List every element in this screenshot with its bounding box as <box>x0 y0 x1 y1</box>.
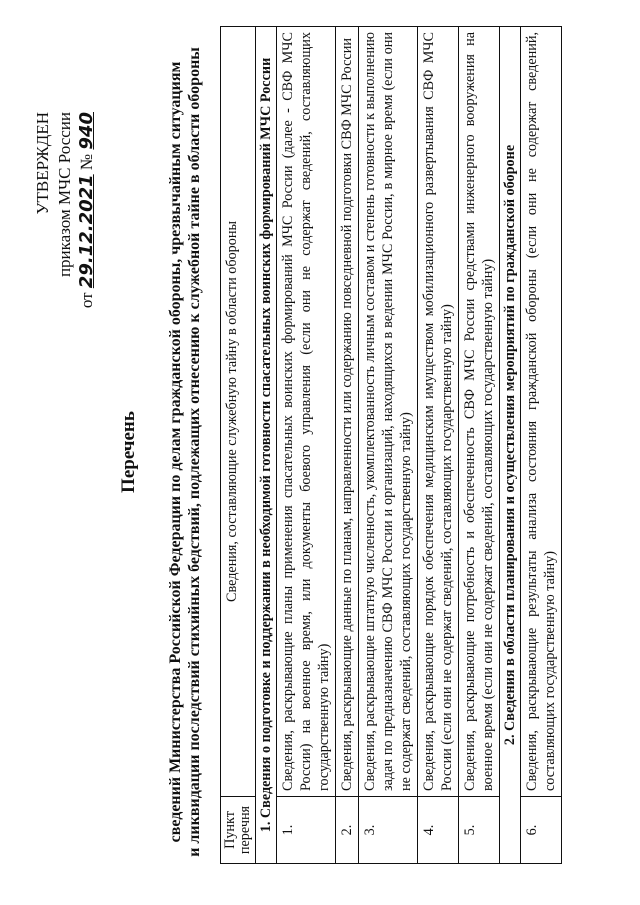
row-number: 3. <box>359 797 418 864</box>
row-number: 4. <box>418 797 459 864</box>
approval-stamp <box>32 112 98 332</box>
row-number: 6. <box>521 797 562 864</box>
table-row <box>521 27 562 864</box>
header-item-number: Пункт перечня <box>221 797 256 864</box>
secrets-table <box>220 26 562 864</box>
row-text: Сведения, раскрывающие штатную численность, укомплектованность личным составом и степень готовности к выполнению задач по предназначению СВФ МЧС России и организаций, находящихся в ведении МЧС России, в мирное время (если они не содержат сведений, составляющих государственную тайну) <box>359 27 418 797</box>
table-header-row <box>221 27 256 864</box>
document-page <box>20 12 620 892</box>
document-subtitle-2: и ликвидации последствий стихийных бедствий, подлежащих отнесению к служебной тайне в области обороны <box>186 47 203 857</box>
section-row <box>256 27 277 864</box>
document-title: Перечень <box>118 411 139 493</box>
table-row <box>359 27 418 864</box>
approval-date-line <box>76 112 98 332</box>
table-row <box>336 27 359 864</box>
row-number: 5. <box>459 797 500 864</box>
row-text: Сведения, раскрывающие порядок обеспечения медицинским имуществом мобилизационного развертывания СВФ МЧС России (если они не содержат сведений, составляющих государственную тайну) <box>418 27 459 797</box>
row-text: Сведения, раскрывающие данные по планам, направленности или содержанию повседневной подготовки СВФ МЧС России <box>336 27 359 797</box>
row-text: Сведения, раскрывающие результаты анализа состояния гражданской обороны (если они не содержат сведений, составляющих государственную тайну) <box>521 27 562 797</box>
approval-number-label: № <box>77 153 96 171</box>
row-text: Сведения, раскрывающие планы применения спасательных воинских формирований МЧС России (далее - СВФ МЧС России) на военное время, или документы боевого управления (если они не содержат сведений, составляющих государственную тайну) <box>277 27 336 797</box>
section-2-title: 2. Сведения в области планирования и осуществления мероприятий по гражданской обороне <box>500 27 521 864</box>
table-row <box>459 27 500 864</box>
approval-order: приказом МЧС России <box>55 112 74 278</box>
approval-date: 29.12.2021 <box>76 174 97 289</box>
approval-number: 940 <box>76 112 97 150</box>
document-subtitle-1: сведений Министерства Российской Федерации по делам гражданской обороны, чрезвычайным ситуациям <box>167 61 184 843</box>
row-number: 2. <box>336 797 359 864</box>
section-row <box>500 27 521 864</box>
approval-prefix: от <box>77 292 96 309</box>
table-row <box>277 27 336 864</box>
row-number: 1. <box>277 797 336 864</box>
table-row <box>418 27 459 864</box>
row-text: Сведения, раскрывающие потребность и обеспеченность СВФ МЧС России средствами инженерного вооружения на военное время (если они не содержат сведений, составляющих государственную тайну) <box>459 27 500 797</box>
approval-title: УТВЕРЖДЕН <box>33 112 52 215</box>
section-1-title: 1. Сведения о подготовке и поддержании в необходимой готовности спасательных воинских формирований МЧС России <box>256 27 277 864</box>
document-heading <box>118 12 204 892</box>
header-info: Сведения, составляющие служебную тайну в области обороны <box>221 27 256 797</box>
